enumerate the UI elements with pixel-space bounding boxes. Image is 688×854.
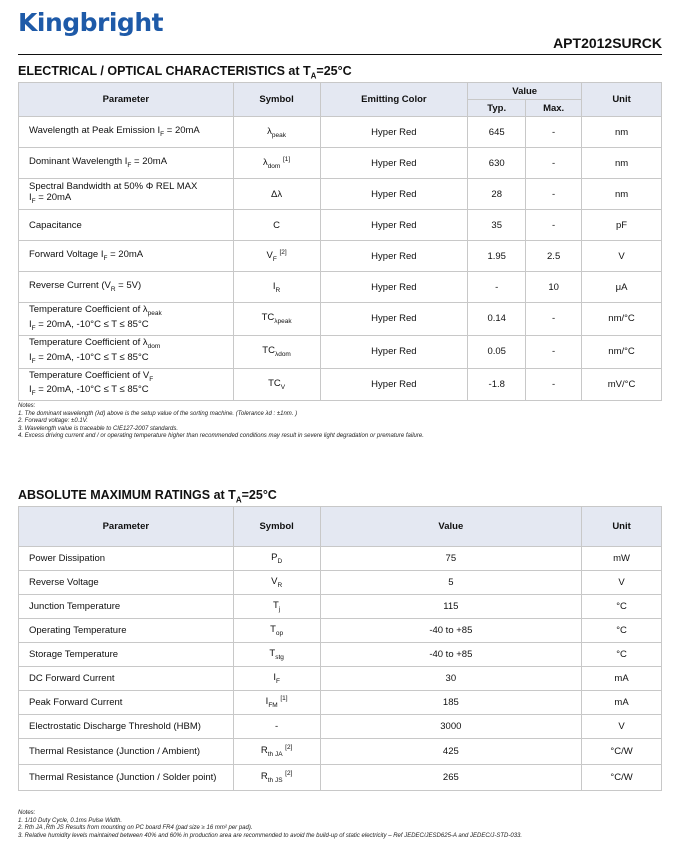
parameter-cell: Junction Temperature [19,595,234,619]
parameter-cell: DC Forward Current [19,667,234,691]
absolute-table-body [19,547,662,791]
header-divider [18,54,662,55]
symbol-cell: $TC_{\lambda dom}$ [233,335,320,368]
value-cell: 3000 [320,715,582,739]
symbol-cell: - [233,715,320,739]
parameter-cell: Temperature Coefficient of $\lambda_{dom}$ $I_F = 20mA$, -10°C ≤ T ≤ 85°C [19,335,234,368]
note: 4. Excess driving current and / or operating temperature higher than recommended conditions may result in severe light degradation or premature failure. [18,433,424,439]
kingbright-logo: Kingbright [18,8,164,37]
note: 2. Rth JA ,Rth JS Results from mounting on PC board FR4 (pad size ≥ 16 mm² per pad). [18,825,253,831]
table-row [19,148,662,179]
value-cell: 425 [320,739,582,765]
symbol-cell: $R_{th JS}$ [2] [233,765,320,791]
table-row [19,739,662,765]
parameter-cell: Dominant Wavelength $I_F = 20mA$ [19,148,234,179]
symbol-cell: $I_R$ [233,272,320,303]
emitting-color-cell: Hyper Red [320,272,468,303]
typ-value-cell: 28 [468,179,526,210]
typ-value-cell: - [468,272,526,303]
table-row [19,179,662,210]
table-row [19,303,662,336]
parameter-cell: Capacitance [19,210,234,241]
col-parameter: Parameter [19,83,234,117]
symbol-cell: $T_{stg}$ [233,643,320,667]
table-row [19,335,662,368]
notes-label: Notes: [18,810,36,816]
electrical-characteristics-table [18,82,662,401]
col-emitting-color: Emitting Color [320,83,468,117]
note: 2. Forward voltage: ±0.1V. [18,418,88,424]
typ-value-cell: -1.8 [468,368,526,401]
parameter-cell: Operating Temperature [19,619,234,643]
emitting-color-cell: Hyper Red [320,148,468,179]
typ-value-cell: 630 [468,148,526,179]
symbol-cell: $V_F$ [2] [233,241,320,272]
col-symbol: Symbol [233,507,320,547]
max-value-cell: - [526,179,582,210]
note: 3. Wavelength value is traceable to CIE127-2007 standards. [18,425,178,432]
unit-cell: °C [582,619,662,643]
emitting-color-cell: Hyper Red [320,179,468,210]
symbol-cell: $I_{FM}$ [1] [233,691,320,715]
unit-cell: °C [582,643,662,667]
parameter-cell: Temperature Coefficient of $\lambda_{peak}$ $I_F = 20mA$, -10°C ≤ T ≤ 85°C [19,303,234,336]
symbol-cell: $T_j$ [233,595,320,619]
unit-cell: nm [582,117,662,148]
unit-cell: nm [582,179,662,210]
symbol-cell: $T_{op}$ [233,619,320,643]
value-cell: 265 [320,765,582,791]
value-cell: -40 to +85 [320,643,582,667]
electrical-table-body [19,117,662,401]
typ-value-cell: 1.95 [468,241,526,272]
table-row [19,241,662,272]
unit-cell: mA [582,667,662,691]
symbol-cell: $TC_V$ [233,368,320,401]
unit-cell: mV/°C [582,368,662,401]
symbol-cell: $TC_{\lambda peak}$ [233,303,320,336]
typ-value-cell: 35 [468,210,526,241]
table-row [19,272,662,303]
max-value-cell: - [526,210,582,241]
unit-cell: μA [582,272,662,303]
value-cell: 185 [320,691,582,715]
emitting-color-cell: Hyper Red [320,210,468,241]
typ-value-cell: 645 [468,117,526,148]
unit-cell: V [582,241,662,272]
unit-cell: °C/W [582,739,662,765]
parameter-cell: Forward Voltage $I_F = 20mA$ [19,241,234,272]
value-cell: -40 to +85 [320,619,582,643]
max-value-cell: 10 [526,272,582,303]
table-row [19,595,662,619]
symbol-cell: $P_D$ [233,547,320,571]
value-cell: 30 [320,667,582,691]
notes-label: Notes: [18,403,36,409]
emitting-color-cell: Hyper Red [320,368,468,401]
symbol-cell: Δλ [233,179,320,210]
value-cell: 75 [320,547,582,571]
table-row [19,571,662,595]
unit-cell: nm [582,148,662,179]
emitting-color-cell: Hyper Red [320,335,468,368]
col-value: Value [320,507,582,547]
table-row [19,715,662,739]
col-unit: Unit [582,507,662,547]
unit-cell: nm/°C [582,335,662,368]
table-row [19,619,662,643]
table-row [19,210,662,241]
max-value-cell: - [526,148,582,179]
table-row [19,368,662,401]
symbol-cell: $V_R$ [233,571,320,595]
note: 3. Relative humidity levels maintained between 40% and 60% in production area are recommended to avoid the build-up of static electricity – Ref JEDEC/JESD625-A and JEDEC/J-STD-033. [18,832,523,839]
parameter-cell: Wavelength at Peak Emission $I_F = 20mA$ [19,117,234,148]
unit-cell: mA [582,691,662,715]
col-value: Value [468,83,582,100]
parameter-cell: Peak Forward Current [19,691,234,715]
emitting-color-cell: Hyper Red [320,117,468,148]
symbol-cell: $I_F$ [233,667,320,691]
col-unit: Unit [582,83,662,117]
value-cell: 115 [320,595,582,619]
table-row [19,547,662,571]
typ-value-cell: 0.14 [468,303,526,336]
parameter-cell: Storage Temperature [19,643,234,667]
value-cell: 5 [320,571,582,595]
table-row [19,643,662,667]
typ-value-cell: 0.05 [468,335,526,368]
unit-cell: nm/°C [582,303,662,336]
parameter-cell: Spectral Bandwidth at 50% Φ REL MAX $I_F = 20mA$ [19,179,234,210]
table-row [19,765,662,791]
unit-cell: V [582,715,662,739]
max-value-cell: - [526,335,582,368]
unit-cell: mW [582,547,662,571]
unit-cell: V [582,571,662,595]
electrical-section-title: ELECTRICAL / OPTICAL CHARACTERISTICS at $T_A=25^\circ C$ [18,64,352,81]
symbol-cell: C [233,210,320,241]
parameter-cell: Electrostatic Discharge Threshold (HBM) [19,715,234,739]
max-value-cell: - [526,368,582,401]
col-symbol: Symbol [233,83,320,117]
parameter-cell: Reverse Current $(V_R = 5V)$ [19,272,234,303]
unit-cell: °C/W [582,765,662,791]
table-row [19,667,662,691]
symbol-cell: $\lambda_{dom}$ [1] [233,148,320,179]
max-value-cell: - [526,117,582,148]
parameter-cell: Thermal Resistance (Junction / Solder point) [19,765,234,791]
table-row [19,691,662,715]
unit-cell: pF [582,210,662,241]
parameter-cell: Power Dissipation [19,547,234,571]
col-typ: Typ. [468,100,526,117]
absolute-maximum-ratings-table [18,506,662,791]
note: 1. 1/10 Duty Cycle, 0.1ms Pulse Width. [18,817,122,824]
symbol-cell: $\lambda_{peak}$ [233,117,320,148]
absolute-notes [18,810,522,840]
absolute-ratings-section-title: ABSOLUTE MAXIMUM RATINGS at $T_A=25^\circ C$ [18,488,277,505]
table-row [19,117,662,148]
col-max: Max. [526,100,582,117]
part-number: APT2012SURCK [553,35,662,51]
col-parameter: Parameter [19,507,234,547]
symbol-cell: $R_{th JA}$ [2] [233,739,320,765]
electrical-notes [18,403,424,441]
unit-cell: °C [582,595,662,619]
max-value-cell: - [526,303,582,336]
emitting-color-cell: Hyper Red [320,241,468,272]
parameter-cell: Thermal Resistance (Junction / Ambient) [19,739,234,765]
parameter-cell: Temperature Coefficient of $V_F$ $I_F = 20mA$, -10°C ≤ T ≤ 85°C [19,368,234,401]
note: 1. The dominant wavelength (λd) above is the setup value of the sorting machine. (Tolerance λd : ±1nm. ) [18,410,298,417]
max-value-cell: 2.5 [526,241,582,272]
emitting-color-cell: Hyper Red [320,303,468,336]
parameter-cell: Reverse Voltage [19,571,234,595]
